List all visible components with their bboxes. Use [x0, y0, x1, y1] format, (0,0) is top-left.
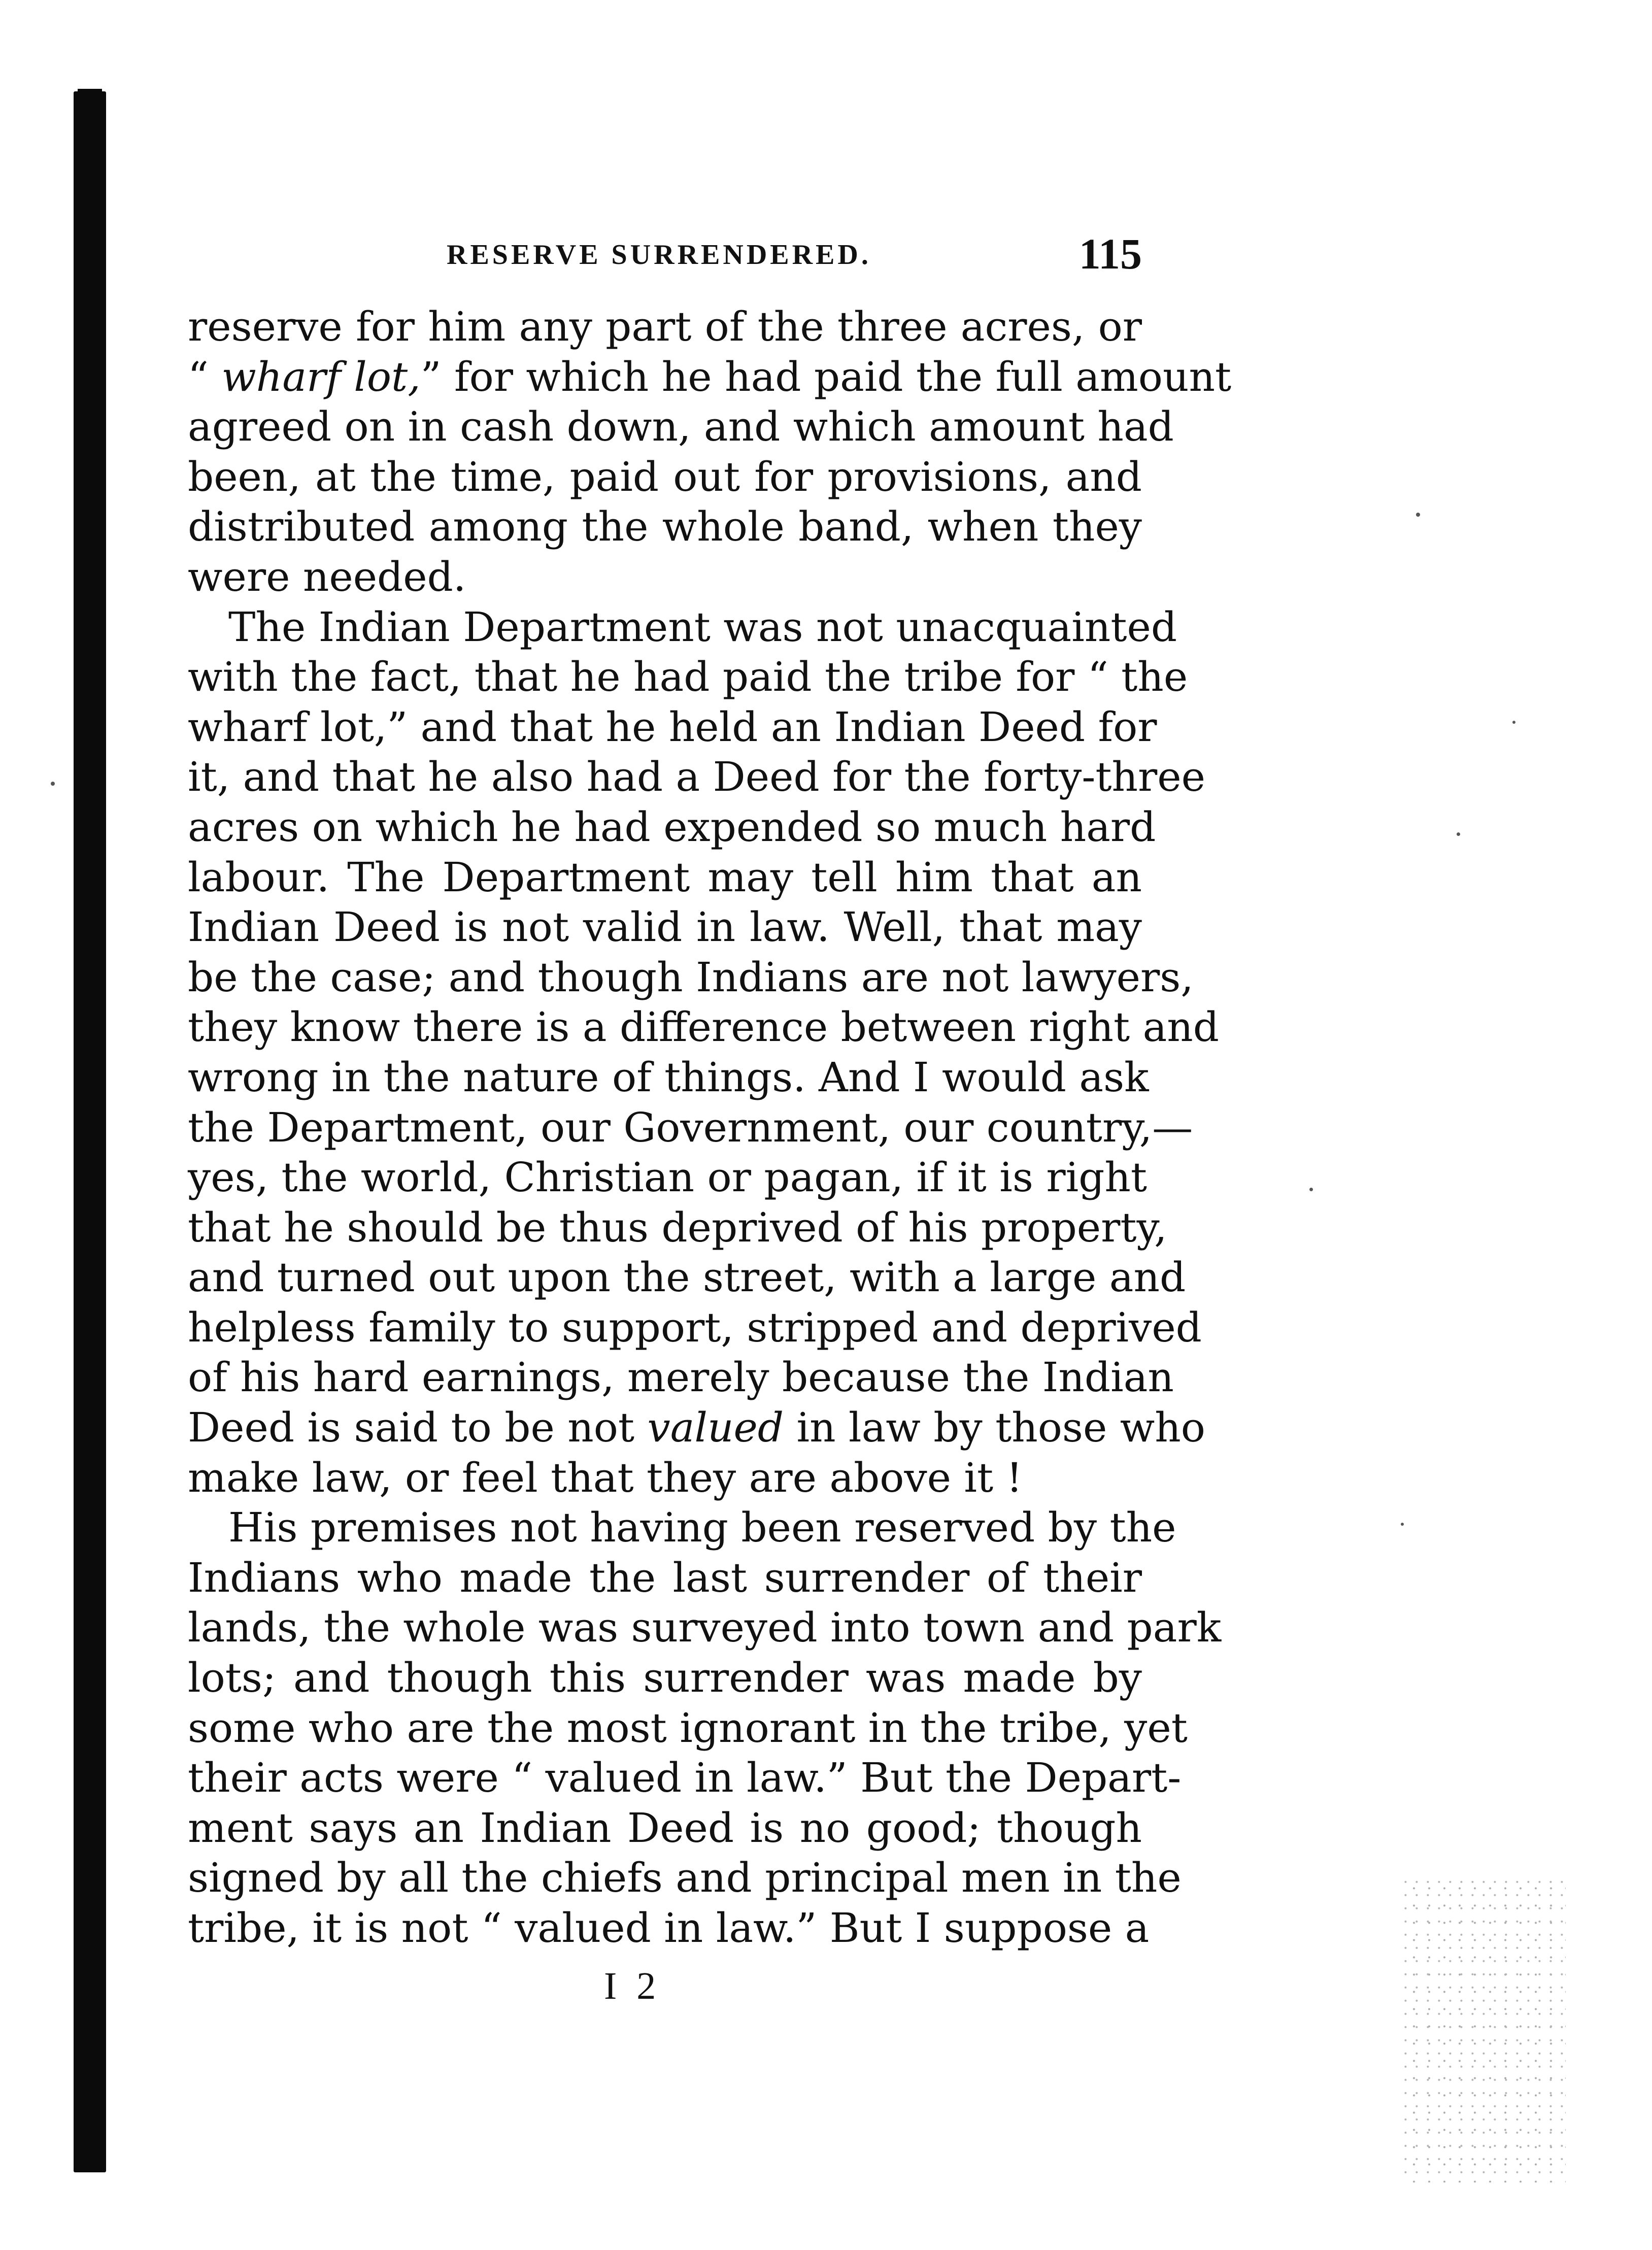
scan-speck — [1457, 832, 1460, 836]
text-line: labour. The Department may tell him that an — [188, 853, 1142, 901]
text-line: Indian Deed is not valid in law. Well, that may — [188, 903, 1142, 951]
scan-speck — [1416, 513, 1420, 517]
text-line: they know there is a difference between right and — [188, 1003, 1219, 1051]
text-line: signed by all the chiefs and principal men in the — [188, 1854, 1182, 1902]
scan-speck — [1512, 721, 1515, 724]
text-line: lots; and though this surrender was made by — [188, 1654, 1142, 1702]
text-line: tribe, it is not “ valued in law.” But I suppose a — [188, 1904, 1150, 1952]
running-head — [188, 223, 1142, 284]
text-line: be the case; and though Indians are not lawyers, — [188, 953, 1194, 1001]
text-line: acres on which he had expended so much hard — [188, 803, 1156, 851]
text-line: yes, the world, Christian or pagan, if it is right — [188, 1154, 1148, 1201]
scan-noise — [1403, 1878, 1566, 2182]
text-line: lands, the whole was surveyed into town and park — [188, 1604, 1222, 1652]
text-line: their acts were “ valued in law.” But the Depart- — [188, 1754, 1182, 1802]
signature-mark: I 2 — [604, 1965, 661, 2007]
text-line: helpless family to support, stripped and deprived — [188, 1303, 1202, 1351]
text-line: make law, or feel that they are above it ! — [188, 1454, 1023, 1501]
text-line: Deed is said to be not valued in law by those who — [188, 1404, 1205, 1452]
page-number: 115 — [1078, 229, 1142, 278]
running-title: RESERVE SURRENDERED. — [447, 239, 871, 271]
text-line: wharf lot,” and that he held an Indian Deed for — [188, 703, 1157, 751]
text-line: Indians who made the last surrender of their — [188, 1554, 1142, 1601]
text-line: it, and that he also had a Deed for the forty-three — [188, 753, 1205, 801]
text-line: distributed among the whole band, when they — [188, 503, 1142, 551]
text-line: with the fact, that he had paid the tribe for “ the — [188, 653, 1188, 701]
text-line: ment says an Indian Deed is no good; though — [188, 1804, 1142, 1852]
scan-speck — [1401, 1523, 1404, 1526]
text-line: “ wharf lot,” for which he had paid the full amount — [188, 353, 1232, 400]
text-line: were needed. — [188, 553, 466, 600]
text-line: wrong in the nature of things. And I would ask — [188, 1053, 1149, 1101]
text-line: the Department, our Government, our country,— — [188, 1103, 1193, 1151]
text-line: The Indian Department was not unacquainted — [228, 603, 1177, 651]
text-line: agreed on in cash down, and which amount had — [188, 403, 1174, 451]
text-line: reserve for him any part of the three acres, or — [188, 303, 1142, 350]
emphasis: wharf lot, — [221, 353, 421, 400]
text-line: been, at the time, paid out for provisions, and — [188, 453, 1142, 500]
text-line: of his hard earnings, merely because the Indian — [188, 1354, 1174, 1401]
text-line: some who are the most ignorant in the tribe, yet — [188, 1704, 1188, 1752]
scan-speck — [1309, 1188, 1313, 1191]
text-line: and turned out upon the street, with a large and — [188, 1254, 1186, 1301]
binding-edge — [74, 91, 106, 2172]
emphasis: valued — [647, 1404, 784, 1452]
scan-speck — [51, 782, 55, 786]
text-line: that he should be thus deprived of his property, — [188, 1203, 1167, 1251]
body-text — [188, 302, 1232, 1954]
text-line: His premises not having been reserved by the — [228, 1504, 1176, 1552]
